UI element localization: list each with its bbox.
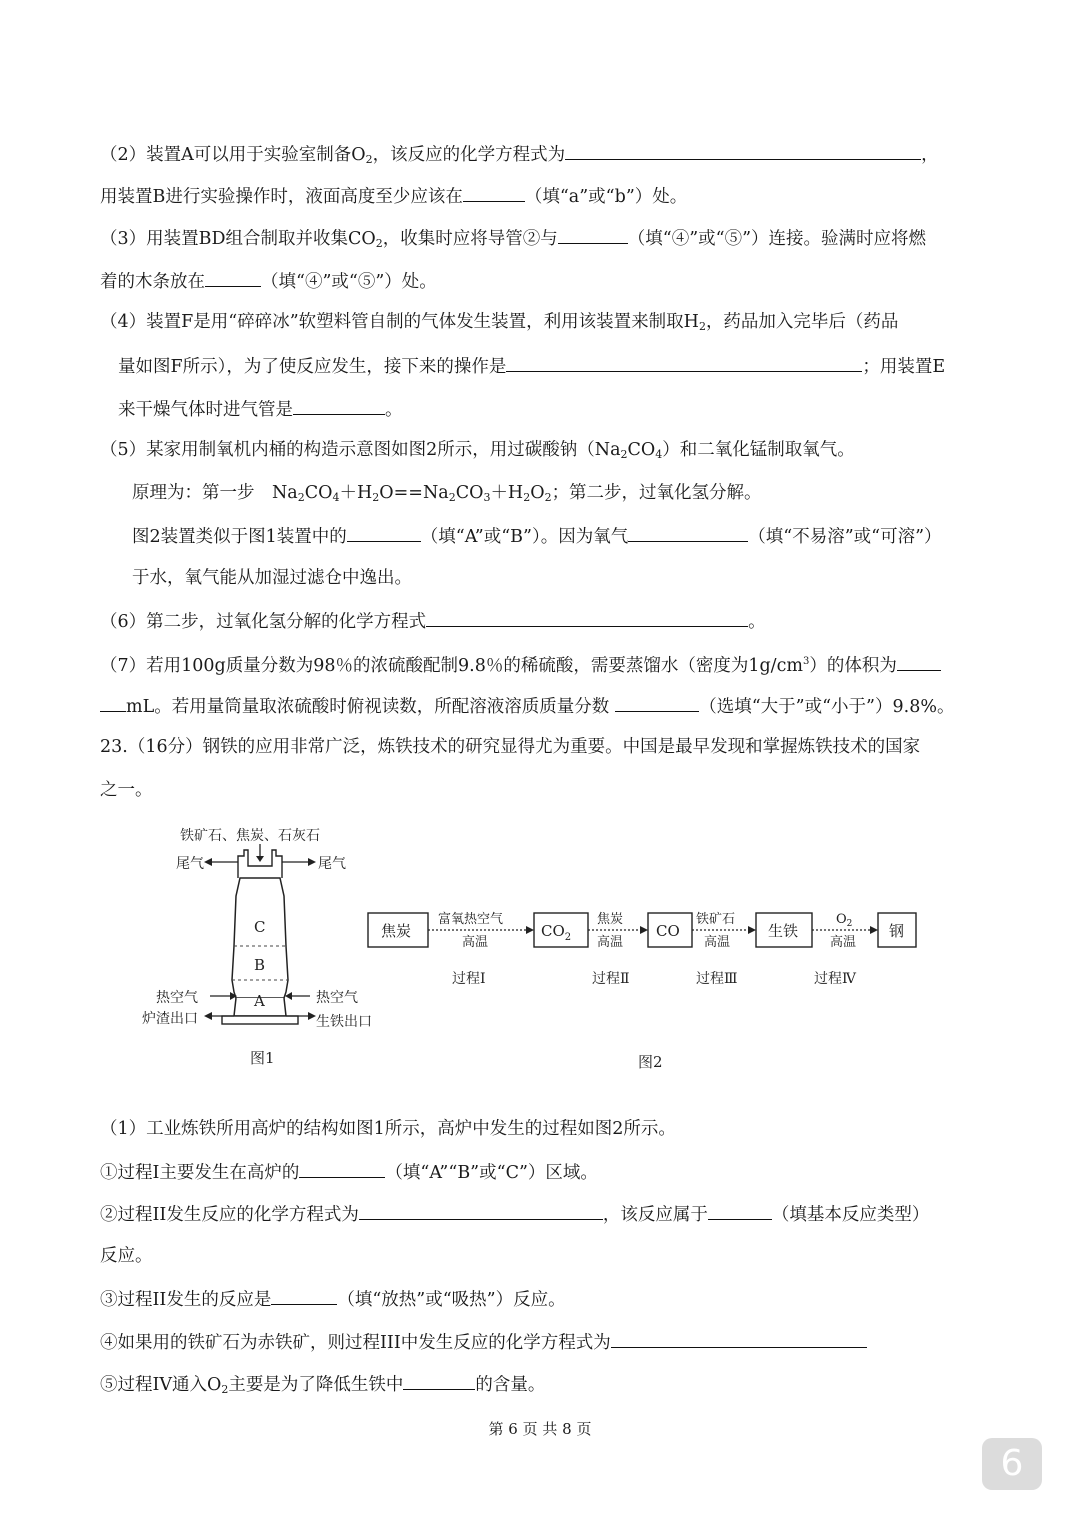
sub1-item4: ④如果用的铁矿石为赤铁矿，则过程III中发生反应的化学方程式为 [100, 1329, 867, 1355]
fig2-arrow3-top: 铁矿石 [696, 912, 736, 927]
answer-blank[interactable] [299, 1159, 385, 1178]
q2-line1: （2）装置A可以用于实验室制备$O_2$，该反应的化学方程式为 ， [100, 141, 939, 172]
fig1-zone-b: B [254, 956, 266, 974]
fig2-arrow2-bottom: 高温 [597, 935, 624, 950]
fig2-box3-label: CO [656, 922, 680, 940]
answer-blank[interactable] [611, 1329, 867, 1348]
fig2-box2-label: CO [541, 922, 565, 940]
q6-line1: （6）第二步，过氧化氢分解的化学方程式 。 [100, 608, 766, 634]
sub1-item1: ①过程I主要发生在高炉的 （填“A”“B”或“C”）区域。 [100, 1159, 598, 1185]
answer-blank[interactable] [708, 1201, 772, 1220]
fig1-slag-outlet: 炉渣出口 [142, 1011, 198, 1027]
fig1-zone-c: C [254, 918, 266, 936]
q5-principle: 原理为：第一步 $Na_2CO_4+H_2O==Na_2CO_3+H_2O_2$；第二步，过氧化氢分解。 [132, 483, 762, 504]
answer-blank[interactable] [426, 608, 748, 627]
q7-line1: （7）若用100g质量分数为98％的浓硫酸配制9.8％的稀硫酸，需要蒸馏水（密度为$1g/cm^3$）的体积为 [100, 650, 941, 678]
fig2-arrow2-top: 焦炭 [597, 912, 624, 927]
answer-blank[interactable] [463, 183, 525, 202]
q23-line1: 23.（16分）钢铁的应用非常广泛，炼铁技术的研究显得尤为重要。中国是最早发现和掌握炼铁技术的国家 [100, 737, 921, 757]
fig2-caption: 图2 [638, 1053, 663, 1071]
q3-line2: 着的木条放在 （填“④”或“⑤”）处。 [100, 268, 437, 294]
blast-furnace-figure [140, 820, 390, 1075]
fig2-arrow4-top-sub: 2 [846, 919, 853, 929]
answer-blank[interactable] [347, 523, 421, 542]
answer-blank[interactable] [100, 693, 126, 712]
answer-blank[interactable] [565, 141, 921, 160]
q4-line1: （4）装置F是用“碎碎冰”软塑料管自制的气体发生装置，利用该装置来制取$H_2$，药品加入完毕后（药品 [100, 312, 899, 333]
answer-blank[interactable] [403, 1371, 475, 1390]
svg-text:O2 [836, 912, 852, 929]
fig2-process1: 过程Ⅰ [452, 971, 486, 987]
fig1-caption: 图1 [250, 1049, 275, 1067]
fig2-process3: 过程Ⅲ [696, 971, 738, 987]
q5-line1: （5）某家用制氧机内桶的构造示意图如图2所示，用过碳酸钠$(Na_2CO_4)$和二氧化锰制取氧气。 [100, 440, 855, 461]
answer-blank[interactable] [628, 523, 748, 542]
q3-line1: （3）用装置BD组合制取并收集$CO_2$，收集时应将导管②与 （填“④”或“⑤”）连接。验满时应将燃 [100, 225, 926, 256]
sub1-item5: ⑤过程IV通入$O_2$主要是为了降低生铁中 的含量。 [100, 1371, 545, 1402]
fig1-exhaust-left: 尾气 [176, 856, 204, 872]
answer-blank[interactable] [271, 1286, 337, 1305]
fig1-zone-a: A [254, 992, 265, 1010]
answer-blank[interactable] [897, 652, 941, 671]
process-flow-figure [360, 895, 930, 1080]
sub1-intro: （1）工业炼铁所用高炉的结构如图1所示，高炉中发生的过程如图2所示。 [100, 1119, 676, 1139]
q4-line2: 量如图F所示），为了使反应发生，接下来的操作是 ；用装置E [118, 353, 945, 379]
fig2-arrow1-bottom: 高温 [462, 935, 489, 950]
fig2-process2: 过程Ⅱ [592, 971, 630, 987]
fig2-arrow4-bottom: 高温 [830, 935, 857, 950]
page-number-badge: 6 [982, 1438, 1042, 1490]
fig2-arrow3-bottom: 高温 [704, 935, 731, 950]
page-footer: 第 6 页 共 8 页 [488, 1420, 592, 1438]
fig2-box4-label: 生铁 [768, 922, 799, 940]
q7-line2: mL。若用量筒量取浓硫酸时俯视读数，所配溶液溶质质量分数 （选填“大于”或“小于”）9.8%。 [100, 693, 954, 719]
sub1-item3: ③过程II发生的反应是 （填“放热”或“吸热”）反应。 [100, 1286, 566, 1312]
answer-blank[interactable] [506, 353, 862, 372]
sub1-item2-cont: 反应。 [100, 1246, 153, 1266]
q5-line3: 图2装置类似于图1装置中的 （填“A”或“B”）。因为氧气 （填“不易溶”或“可溶”） [132, 523, 942, 549]
fig2-box5-label: 钢 [889, 922, 905, 940]
fig2-arrow1-top: 富氧热空气 [438, 912, 504, 927]
answer-blank[interactable] [615, 693, 699, 712]
fig1-hot-air-right: 热空气 [316, 990, 358, 1006]
q23-line2: 之一。 [100, 780, 153, 800]
fig1-exhaust-right: 尾气 [318, 856, 346, 872]
q4-line3: 来干燥气体时进气管是 。 [118, 396, 403, 422]
answer-blank[interactable] [205, 268, 261, 287]
answer-blank[interactable] [359, 1201, 603, 1220]
answer-blank[interactable] [293, 396, 385, 415]
fig1-hot-air-left: 热空气 [156, 990, 198, 1006]
fig2-process4: 过程Ⅳ [814, 971, 856, 987]
answer-blank[interactable] [558, 225, 628, 244]
sub1-item2: ②过程II发生反应的化学方程式为 ，该反应属于 （填基本反应类型） [100, 1201, 929, 1227]
q5-line4: 于水，氧气能从加湿过滤仓中逸出。 [132, 568, 412, 588]
fig2-box1-label: 焦炭 [381, 922, 412, 940]
fig2-arrow4-top: O [836, 912, 847, 927]
fig2-box2-sub: 2 [564, 932, 572, 943]
q2-line2: 用装置B进行实验操作时，液面高度至少应该在 （填“a”或“b”）处。 [100, 183, 687, 209]
fig1-top-label: 铁矿石、焦炭、石灰石 [180, 828, 320, 844]
fig1-iron-outlet: 生铁出口 [316, 1014, 372, 1030]
